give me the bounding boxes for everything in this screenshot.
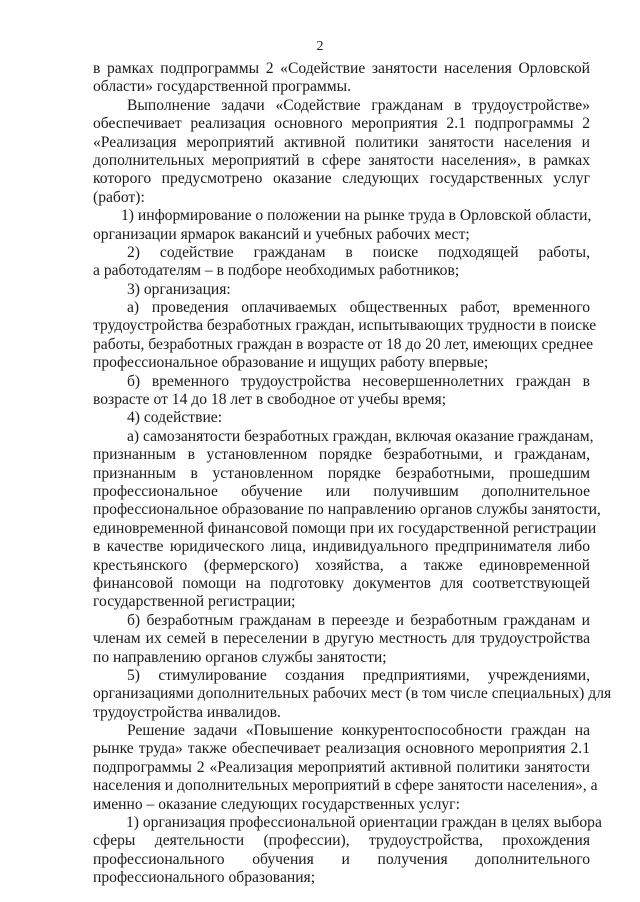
text-line: а) проведения оплачиваемых общественных работ, временного <box>127 299 590 317</box>
text-line: а) самозанятости безработных граждан, включая оказание гражданам, <box>127 427 594 445</box>
document-body <box>93 60 612 888</box>
text-line: Выполнение задачи «Содействие гражданам в трудоустройстве» <box>127 96 590 114</box>
text-line: единовременной финансовой помощи при их государственной регистрации <box>93 519 597 537</box>
page-number: 2 <box>316 39 324 54</box>
text-line: признанным в установленном порядке безработными, и гражданам, <box>93 446 590 464</box>
text-line: области» государственной программы. <box>93 78 352 96</box>
text-line: крестьянского (фермерского) хозяйства, а также единовременной <box>93 556 590 574</box>
text-line: 1) информирование о положении на рынке труда в Орловской области, <box>121 207 592 225</box>
text-line: профессиональное образование по направлению органов службы занятости, <box>93 501 601 519</box>
text-line: сферы деятельности (профессии), трудоустройства, прохождения <box>93 832 590 850</box>
text-line: профессионального обучения и получения дополнительного <box>93 850 590 868</box>
text-line: населения и дополнительных мероприятий в сфере занятости населения», а <box>93 777 598 795</box>
text-line: профессиональное обучение или получившим дополнительное <box>93 482 590 500</box>
text-line: в качестве юридического лица, индивидуального предпринимателя либо <box>93 538 590 556</box>
text-line: б) безработным гражданам в переезде и безработным гражданам и <box>127 611 590 629</box>
text-line: в рамках подпрограммы 2 «Содействие занятости населения Орловской <box>93 60 590 77</box>
text-line: дополнительных мероприятий в сфере занятости населения», в рамках <box>93 151 590 169</box>
text-line: профессионального образования; <box>93 869 316 887</box>
text-line: профессиональное образование и ищущих работу впервые; <box>93 354 489 372</box>
text-line: б) временного трудоустройства несовершеннолетних граждан в <box>127 372 590 390</box>
text-line: а работодателям – в подборе необходимых работников; <box>93 262 460 280</box>
text-line: Решение задачи «Повышение конкурентоспособности граждан на <box>127 722 590 740</box>
text-line: которого предусмотрено оказание следующих государственных услуг <box>93 170 590 188</box>
text-line: 4) содействие: <box>127 409 223 427</box>
text-line: трудоустройства безработных граждан, испытывающих трудности в поиске <box>93 317 597 335</box>
text-line: возрасте от 14 до 18 лет в свободное от учебы время; <box>93 391 447 409</box>
text-line: 5) стимулирование создания предприятиями, учреждениями, <box>127 666 590 684</box>
text-line: работы, безработных граждан в возрасте от 18 до 20 лет, имеющих среднее <box>93 335 594 353</box>
text-line: государственной регистрации; <box>93 593 296 611</box>
text-line: по направлению органов службы занятости; <box>93 648 387 666</box>
text-line: 3) организация: <box>127 280 231 298</box>
text-line: именно – оказание следующих государственных услуг: <box>93 795 460 813</box>
text-line: признанным в установленном порядке безработными, прошедшим <box>93 464 590 482</box>
text-line: подпрограммы 2 «Реализация мероприятий активной политики занятости <box>93 758 590 776</box>
text-line: членам их семей в переселении в другую местность для трудоустройства <box>93 630 590 648</box>
text-line: финансовой помощи на подготовку документов для соответствующей <box>93 574 590 592</box>
text-line: «Реализация мероприятий активной политики занятости населения и <box>93 133 590 151</box>
text-line: (работ): <box>93 188 145 206</box>
text-line: трудоустройства инвалидов. <box>93 703 281 721</box>
text-line: организациями дополнительных рабочих мест (в том числе специальных) для <box>93 685 612 703</box>
text-line: 2) содействие гражданам в поиске подходящей работы, <box>127 243 590 261</box>
text-line: рынке труда» также обеспечивает реализация основного мероприятия 2.1 <box>93 740 590 758</box>
text-line: обеспечивает реализация основного мероприятия 2.1 подпрограммы 2 <box>93 115 590 133</box>
text-line: организации ярмарок вакансий и учебных рабочих мест; <box>93 225 470 243</box>
text-line: 1) организация профессиональной ориентации граждан в целях выбора <box>126 814 602 832</box>
